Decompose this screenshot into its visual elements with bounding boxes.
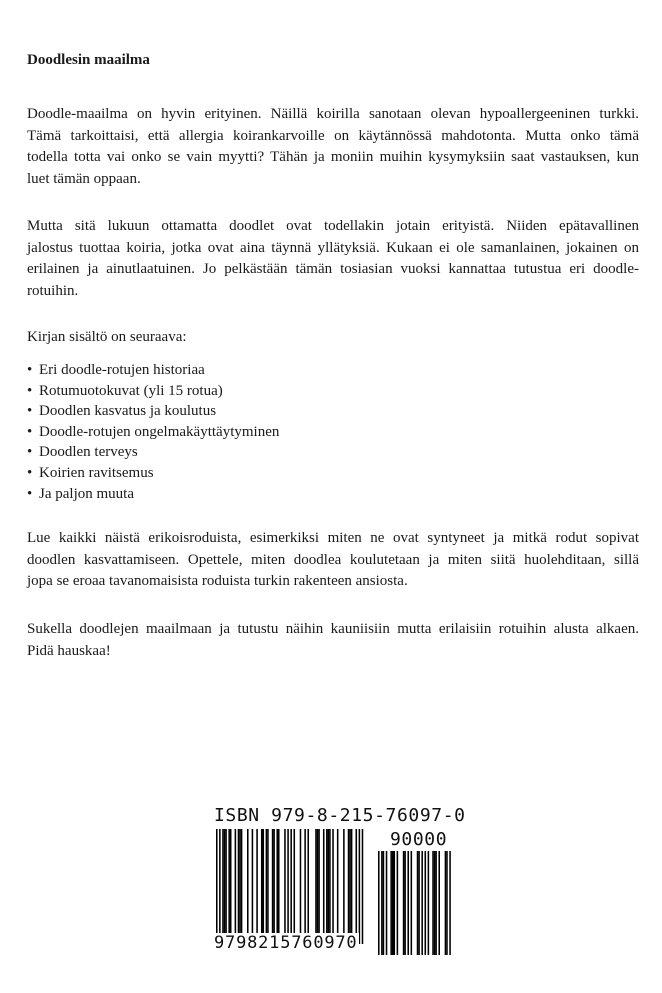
addon-bar [397, 851, 399, 955]
barcode-bar [224, 829, 226, 944]
barcode-bar [247, 829, 249, 944]
addon-bar [425, 851, 427, 955]
addon-bar [378, 851, 380, 955]
text-line: Kirjan sisältö on seuraava: [27, 329, 187, 345]
addon-bar [445, 851, 447, 955]
list-item-text: Doodle-rotujen ongelmakäyttäytyminen [39, 423, 280, 440]
barcode-bar [329, 829, 331, 944]
list-item [27, 442, 279, 463]
barcode-bar [362, 829, 364, 944]
list-item-text: Doodlen kasvatus ja koulutus [39, 403, 217, 420]
barcode-bar [276, 829, 278, 944]
list-item-text: Doodlen terveys [39, 444, 138, 461]
text-line: doodlen kasvattamiseen. Opettele, miten doodlea koulutetaan ja miten siitä huolehditaan, sillä [27, 551, 639, 568]
intro-paragraph [27, 104, 639, 190]
barcode-bar [266, 829, 268, 944]
text-line: Tämä tarkoittaisi, että allergia koirankarvoille on käytännössä mahdotonta. Mutta onko tämä [27, 127, 639, 144]
barcode-bar [256, 829, 258, 944]
bullet-icon: • [27, 362, 33, 378]
bullet-icon: • [27, 464, 33, 481]
page-title: Doodlesin maailma [27, 52, 150, 68]
addon-bar [417, 851, 419, 955]
bullet-icon: • [27, 423, 33, 440]
barcode-bar [219, 829, 221, 944]
barcode-bar [230, 829, 232, 944]
list-item-text: Ja paljon muuta [39, 485, 134, 502]
text-line: rotuihin. [27, 282, 79, 299]
contents-list [27, 360, 279, 504]
list-item [27, 401, 279, 422]
addon-bar [407, 851, 409, 955]
addon-bar [432, 851, 434, 955]
addon-bar [418, 851, 420, 955]
addon-bar [446, 851, 448, 955]
barcode-bar [272, 829, 274, 944]
price-code: 90000 [390, 829, 448, 850]
barcode-bar [241, 829, 243, 944]
addon-bar [390, 851, 392, 955]
barcode-bar [356, 829, 358, 944]
addon-bar [438, 851, 440, 955]
bullet-icon: • [27, 403, 33, 420]
barcode-bar [239, 829, 241, 944]
barcode-bar [225, 829, 227, 944]
barcode-bar [343, 829, 345, 944]
addon-bar [411, 851, 413, 955]
addon-bar [392, 851, 394, 955]
barcode-bar [337, 829, 339, 944]
barcode-bar [349, 829, 351, 944]
bullet-icon: • [27, 485, 33, 502]
addon-bar [383, 851, 385, 955]
text-line: Doodle-maailma on hyvin erityinen. Näillä koirilla sanotaan olevan hypoallergeeninen turkki. [27, 106, 639, 122]
barcode-bar [317, 829, 319, 944]
barcode-bar [323, 829, 325, 944]
text-line: jopa se eroaa tavanomaisista roduista turkin rakenteen ansiosta. [27, 573, 408, 589]
addon-bar [421, 851, 423, 955]
list-item [27, 381, 279, 402]
list-item-text: Rotumuotokuvat (yli 15 rotua) [39, 382, 223, 399]
barcode-bar [287, 829, 289, 944]
barcode-bar [359, 829, 361, 944]
bullet-icon: • [27, 444, 33, 461]
isbn-barcode [214, 805, 466, 955]
text-line: erilainen ja ainutlaatuinen. Jo pelkästään tämän tosiasian vuoksi kannattaa tutustua eri doodle- [27, 261, 639, 277]
contents-intro [27, 327, 639, 349]
barcode-bar [238, 829, 240, 944]
list-item [27, 422, 279, 443]
third-paragraph [27, 528, 639, 593]
list-item-text: Eri doodle-rotujen historiaa [39, 362, 205, 378]
barcode-bar [326, 829, 328, 944]
addon-bar [428, 851, 430, 955]
text-line: jalostus tuottaa koiria, jotka ovat aina täynnä yllätyksiä. Kukaan ei ole samanlainen, jokainen on [27, 239, 639, 256]
second-paragraph [27, 216, 639, 302]
text-line: luet tämän oppaan. [27, 170, 141, 187]
addon-bar [435, 851, 437, 955]
barcode-bar [318, 829, 320, 944]
barcode-bar [307, 829, 309, 944]
barcode-bar [348, 829, 350, 944]
text-line: Pidä hauskaa! [27, 642, 111, 659]
barcode-bar [228, 829, 230, 944]
list-item [27, 484, 279, 505]
bullet-icon: • [27, 382, 33, 399]
barcode-bar [328, 829, 330, 944]
text-line: Sukella doodlejen maailmaan ja tutustu näihin kauniisiin mutta erilaisiin rotuihin alusta alkaen. [27, 621, 639, 637]
barcode-bar [252, 829, 254, 944]
barcode-bar [261, 829, 263, 944]
addon-bar [434, 851, 436, 955]
barcode-bar [294, 829, 296, 944]
barcode-bar [290, 829, 292, 944]
barcode-bar [278, 829, 280, 944]
text-line: Mutta sitä lukuun ottamatta doodlet ovat todellakin jotain erityistä. Niiden epätavallinen [27, 218, 639, 234]
addon-bar [403, 851, 405, 955]
closing-paragraph [27, 619, 639, 662]
text-line: todella totta vai onko se vain myytti? Tähän ja moniin muihin kysymyksiin saat vastauksen, kun [27, 149, 639, 165]
barcode-bar [351, 829, 353, 944]
barcode-bar [332, 829, 334, 944]
barcode-bar [263, 829, 265, 944]
addon-bar [394, 851, 396, 955]
addon-bar [381, 851, 383, 955]
addon-bar [386, 851, 388, 955]
barcode-bar [315, 829, 317, 944]
barcode-bar [300, 829, 302, 944]
isbn-label: ISBN 979-8-215-76097-0 [214, 805, 466, 826]
barcode-bar [222, 829, 224, 944]
barcode-bar [284, 829, 286, 944]
addon-bar [449, 851, 451, 955]
ean-digits: 9798215760970 [214, 933, 358, 953]
barcode-bar [216, 829, 218, 944]
list-item-text: Koirien ravitsemus [39, 464, 154, 481]
list-item [27, 463, 279, 484]
barcode-bar [273, 829, 275, 944]
barcode-bar [235, 829, 237, 944]
list-item [27, 360, 279, 381]
barcode-bar [304, 829, 306, 944]
addon-bar [404, 851, 406, 955]
barcode-bar [267, 829, 269, 944]
text-line: Lue kaikki näistä erikoisroduista, esimerkiksi miten ne ovat syntyneet ja mitkä rodut sopivat [27, 530, 639, 546]
